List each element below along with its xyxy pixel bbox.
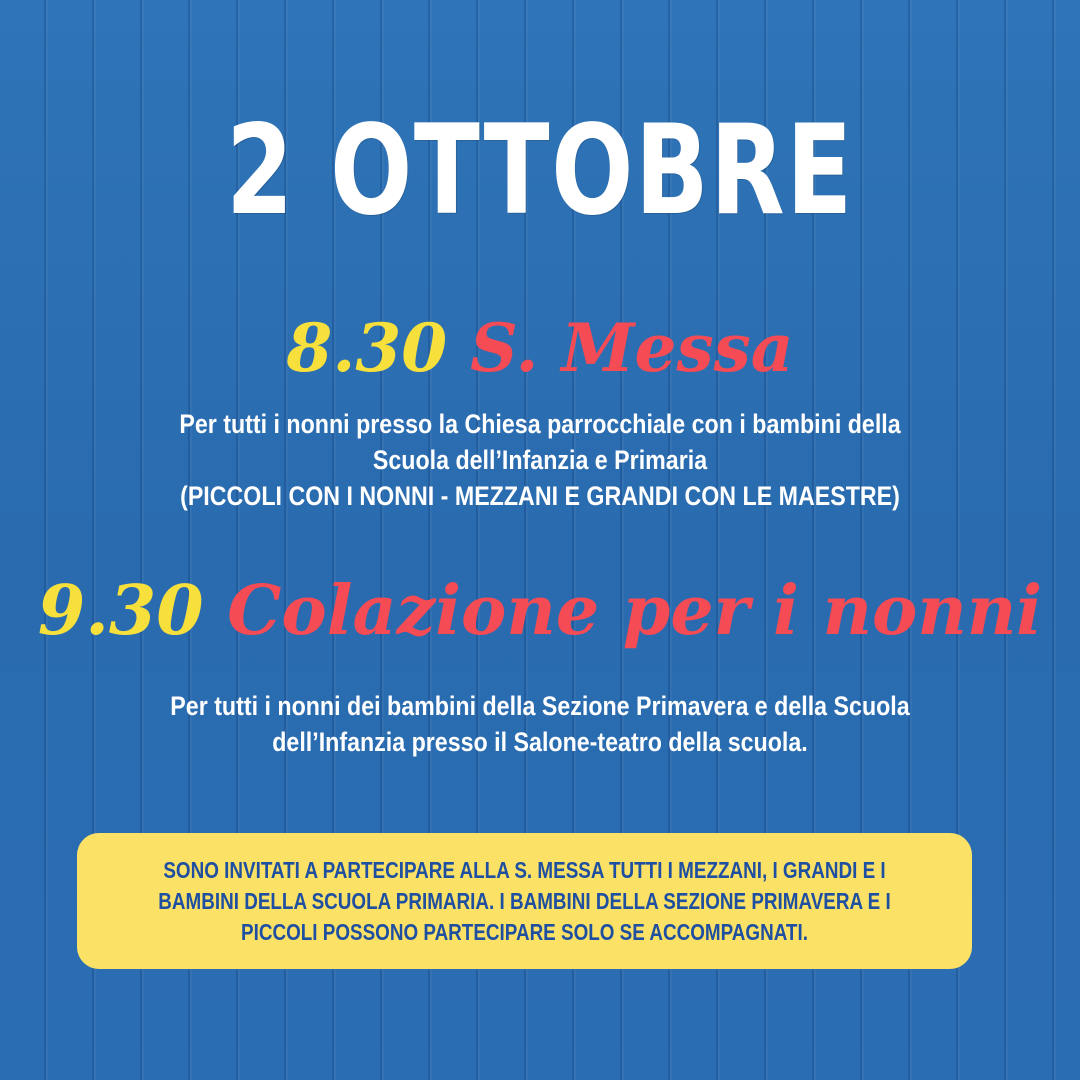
event-time-breakfast: 9.30 [37,571,204,651]
event-description-breakfast [127,688,953,760]
description-line: Per tutti i nonni presso la Chiesa parrocchiale con i bambini della [179,409,901,439]
description-line: (PICCOLI CON I NONNI - MEZZANI E GRANDI CON LE MAESTRE) [180,481,900,511]
notice-box [77,833,972,969]
notice-text [158,855,892,948]
event-headline-breakfast [0,566,1080,656]
description-line: Per tutti i nonni dei bambini della Sezione Primavera e della Scuola [170,691,910,721]
notice-line: PICCOLI POSSONO PARTECIPARE SOLO SE ACCOMPAGNATI. [241,918,808,945]
date-title: 2 OTTOBRE [226,99,854,243]
description-line: dell’Infanzia presso il Salone-teatro della scuola. [272,727,808,757]
description-line: Scuola dell’Infanzia e Primaria [372,445,708,475]
event-description-mass [127,406,953,514]
event-time-mass: 8.30 [286,309,448,387]
event-headline-mass [0,306,1080,390]
notice-line: BAMBINI DELLA SCUOLA PRIMARIA. I BAMBINI DELLA SEZIONE PRIMAVERA E I [158,887,891,914]
event-name-breakfast: Colazione per i nonni [227,571,1043,651]
event-name-mass: S. Messa [470,309,794,387]
notice-line: SONO INVITATI A PARTECIPARE ALLA S. MESSA TUTTI I MEZZANI, I GRANDI E I [163,856,886,883]
